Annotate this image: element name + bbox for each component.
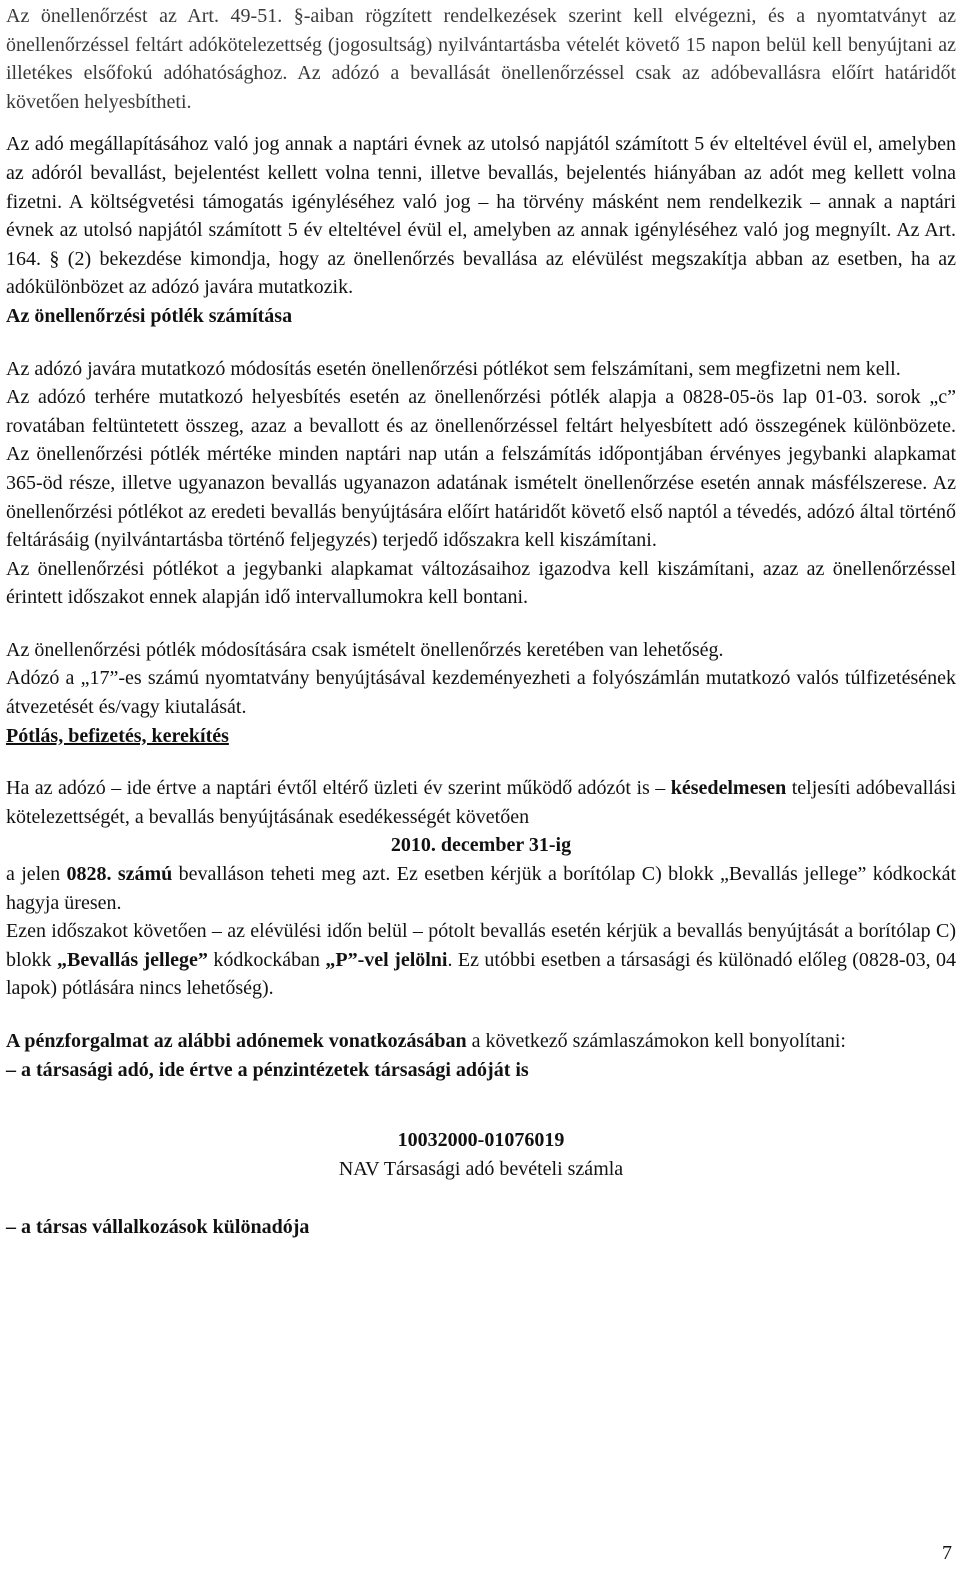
paragraph-surcharge-interest: Az önellenőrzési pótlékot a jegybanki alapkamat változásaihoz igazodva kell kiszámítani, azaz az önellenőrzéssel érintett időszakot ennek alapján idő intervallumokra kell bontani. — [6, 557, 956, 609]
account-name: NAV Társasági adó bevételi számla — [338, 1157, 624, 1180]
paragraph-late-filing: Ha az adózó – ide értve a naptári évtől eltérő üzleti év szerint működő adózót is – késedelmesen teljesíti adóbevallási kötelezettségét, a bevallás benyújtásának esedékességét követően — [6, 777, 956, 828]
paragraph-supplement-marking: Ezen időszakot követően – az elévülési időn belül – pótolt bevallás esetén kérjük a bevallás benyújtását a borítólap C) blokk „Bevallás jellege” kódkockában „P”-vel jelölni. Ez utóbbi esetben a társasági és különadó előleg (0828-03, 04 lapok) pótlására nincs lehetőség). — [6, 920, 956, 1000]
account-number: 10032000-01076019 — [397, 1129, 565, 1152]
paragraph-form-0828: a jelen 0828. számú bevalláson teheti meg azt. Ez esetben kérjük a borítólap C) blokk „Bevallás jellege” kódkockát hagyja üresen. — [6, 863, 957, 914]
paragraph-surcharge-modification: Az önellenőrzési pótlék módosítására csak ismételt önellenőrzés keretében van lehetőség. — [6, 638, 724, 661]
paragraph-payment-accounts: A pénzforgalmat az alábbi adónemek vonatkozásában a következő számlaszámokon kell bonyolítani: — [6, 1030, 846, 1052]
deadline-date: 2010. december 31-ig — [390, 834, 572, 857]
item-corporate-tax: – a társasági adó, ide értve a pénzintézetek társasági adóját is — [6, 1058, 529, 1081]
paragraph-surcharge-base: Az adózó terhére mutatkozó helyesbítés esetén az önellenőrzési pótlék alapja a 0828-05-ös lap 01-03. sorok „c” rovatában feltüntetett összeg, azaz a bevallott és az önellenőrzéssel feltárt helyesbített adó összegének különbözete. Az önellenőrzési pótlék mértéke minden naptári nap után a felszámítás időpontjában érvényes jegybanki alapkamat 365-öd része, illetve ugyanazon bevallás ugyanazon adatának ismételt önellenőrzése esetén annak másfélszerese. Az önellenőrzési pótlékot az eredeti bevallás benyújtására előírt határidőt követő első naptól a tévedés, adózó által történő feltárásáig (nyilvántartásba történő feljegyzés) terjedő időszakra kell kiszámítani. — [6, 386, 956, 552]
document-page — [6, 2, 956, 1242]
paragraph-form-17: Adózó a „17”-es számú nyomtatvány benyújtásával kezdeményezheti a folyószámlán mutatkozó valós túlfizetésének átvezetését és/vagy kiutalását. — [6, 667, 956, 719]
section-heading-supplement: Pótlás, befizetés, kerekítés — [6, 724, 229, 747]
paragraph-surcharge-favour: Az adózó javára mutatkozó módosítás esetén önellenőrzési pótlékot sem felszámítani, sem megfizetni nem kell. — [6, 357, 901, 380]
section-heading-surcharge: Az önellenőrzési pótlék számítása — [6, 304, 293, 327]
paragraph-limitation-period: Az adó megállapításához való jog annak a naptári évnek az utolsó napjától számított 5 év elteltével évül el, amelyben az adóról bevallást, bejelentést kellett volna tenni, illetve bevallás, bejelentés hiányában az adót meg kellett volna fizetni. A költségvetési támogatás igényléséhez való jog – ha törvény másként nem rendelkezik – annak a naptári évnek az utolsó napjától számított 5 év elteltével évül el, amelyben az annak igényléséhez való jog megnyílt. Az Art. 164. § (2) bekezdése kimondja, hogy az önellenőrzés bevallása az elévülést megszakítja abban az esetben, ha az adókülönbözet az adózó javára mutatkozik. — [6, 133, 956, 299]
item-special-tax: – a társas vállalkozások különadója — [6, 1216, 310, 1239]
page-number: 7 — [942, 1542, 952, 1564]
paragraph-self-revision-deadline: Az önellenőrzést az Art. 49-51. §-aiban rögzített rendelkezések szerint kell elvégezni, és a nyomtatványt az önellenőrzéssel feltárt adókötelezettség (jogosultság) nyilvántartásba vételét követő 15 napon belül kell benyújtani az illetékes elsőfokú adóhatósághoz. Az adózó a bevallását önellenőrzéssel csak az adóbevallásra előírt határidőt követően helyesbítheti. — [6, 5, 956, 113]
